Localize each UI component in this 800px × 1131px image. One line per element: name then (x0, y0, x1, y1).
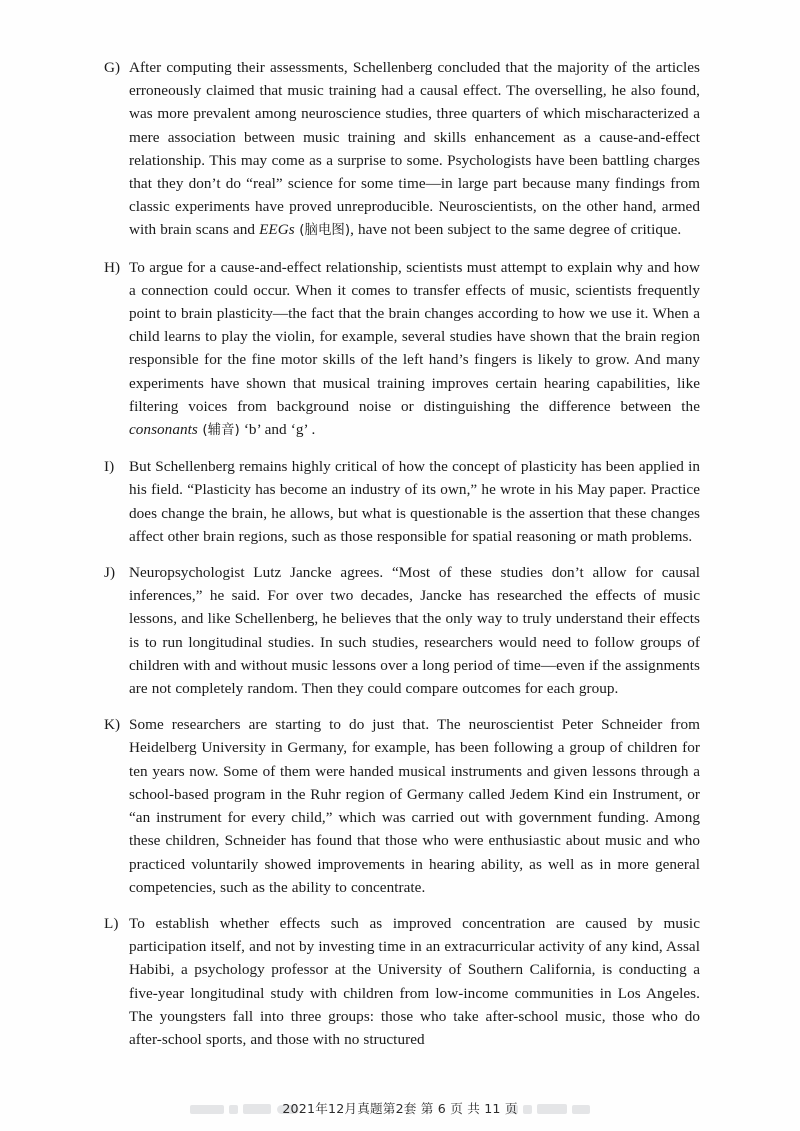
paragraph-G (104, 56, 700, 243)
paragraph-label-I: I) (104, 458, 115, 476)
paragraph-J (104, 561, 700, 700)
paragraph-H-italic-consonants: consonants (129, 421, 198, 439)
paragraph-K (104, 713, 700, 899)
page-footer (0, 1101, 800, 1117)
paragraph-text-G (129, 56, 700, 243)
passage-body (104, 56, 700, 1064)
paragraph-L (104, 912, 700, 1051)
paragraph-H (104, 256, 700, 443)
paragraph-I (104, 455, 700, 548)
paragraph-H-run-2: ‘b’ and ‘g’ . (239, 421, 316, 439)
paragraph-text-L: To establish whether effects such as improved concentration are caused by music participation itself, and not by investing time in an extracurricular activity of any kind, Assal Habibi, a psychology professor at the University of Southern California, is conducting a five-year longitudinal study with children from low-income communities in Los Angeles. The youngsters fall into three groups: those who take after-school music, those who do after-school sports, and those with no structured (129, 914, 700, 1048)
footer-text: 2021年12月真题第2套 第 6 页 共 11 页 (282, 1101, 518, 1116)
paragraph-label-G: G) (104, 59, 121, 76)
paragraph-label-H: H) (104, 258, 121, 276)
paragraph-G-run-2: , have not been subject to the same degree of critique. (350, 221, 682, 239)
paragraph-text-I: But Schellenberg remains highly critical of how the concept of plasticity has been applied in his field. “Plasticity has become an industry of its own,” he wrote in his May paper. Practice does change the brain, he allows, but what is questionable is the assertion that these changes affect other brain regions, such as those responsible for spatial reasoning or math problems. (129, 458, 700, 545)
paragraph-G-gloss-cjk: (脑电图) (294, 223, 351, 239)
paragraph-G-run-1: After computing their assessments, Schellenberg concluded that the majority of the articles erroneously claimed that music training had a causal effect. The overselling, he also found, was more prevalent among neuroscience studies, three quarters of which mischaracterized a mere association between music training and skills enhancement as a cause-and-effect relationship. This may come as a surprise to some. Psychologists have been battling charges that they don’t do “real” science for some time—in large part because many findings from classic experiments have proved unreproducible. Neuroscientists, on the other hand, armed with brain scans and (129, 59, 700, 239)
paragraph-G-italic-eegs: EEGs (259, 221, 295, 239)
paragraph-H-run-1: To argue for a cause-and-effect relationship, scientists must attempt to explain why and how a connection could occur. When it comes to transfer effects of music, scientists frequently point to brain plasticity—the fact that the brain changes according to how we use it. When a child learns to play the violin, for example, several studies have shown that the brain region responsible for the fine motor skills of the left hand’s fingers is likely to grow. And many experiments have shown that musical training improves certain hearing capabilities, like filtering voices from background noise or distinguishing the difference between the (129, 258, 700, 415)
paragraph-text-K: Some researchers are starting to do just that. The neuroscientist Peter Schneider from Heidelberg University in Germany, for example, has been following a group of children for ten years now. Some of them were handed musical instruments and given lessons through a school-based program in the Ruhr region of Germany called Jedem Kind ein Instrument, or “an instrument for every child,” which was carried out with government funding. Among these children, Schneider has found that those who were enthusiastic about music and who practiced voluntarily showed improvements in hearing ability, as well as in more general competencies, such as the ability to concentrate. (129, 716, 700, 896)
paragraph-label-K: K) (104, 716, 121, 734)
paragraph-label-L: L) (104, 914, 119, 932)
paragraph-H-gloss-cjk: (辅音) (197, 423, 240, 439)
paragraph-label-J: J) (104, 564, 116, 582)
paragraph-text-J: Neuropsychologist Lutz Jancke agrees. “Most of these studies don’t allow for causal inferences,” he said. For over two decades, Jancke has researched the effects of music lessons, and like Schellenberg, he believes that the only way to truly understand their effects is to run longitudinal studies. In such studies, researchers would need to follow groups of children with and without music lessons over a long period of time—even if the assignments are not completely random. Then they could compare outcomes for each group. (129, 564, 700, 698)
paragraph-text-H (129, 256, 700, 443)
